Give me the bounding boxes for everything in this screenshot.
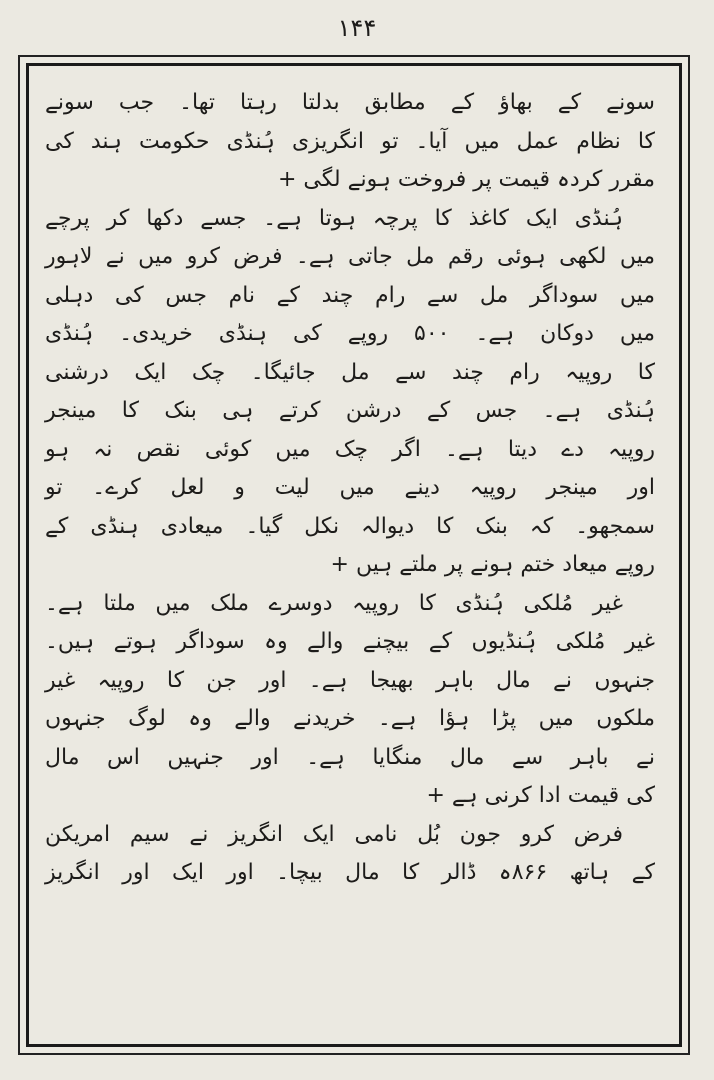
text-line: غیر مُلکی ہُنڈیوں کے بیچنے والے وہ سوداگر ہوتے ہیں۔: [45, 629, 655, 654]
text-line: کی قیمت ادا کرنی ہے +: [426, 783, 655, 808]
page-number: ۱۴۴: [337, 14, 377, 42]
text-line: سونے کے بھاؤ کے مطابق بدلتا رہتا تھا۔ جب سونے: [45, 90, 655, 115]
text-line: سمجھو۔ کہ بنک کا دیوالہ نکل گیا۔ میعادی ہنڈی کے: [45, 513, 655, 539]
text-line: فرض کرو جون بُل نامی ایک انگریز نے سیم امریکن: [45, 821, 623, 847]
text-line: کا نظام عمل میں آیا۔ تو انگریزی ہُنڈی حکومت ہند کی: [45, 128, 655, 154]
text-line: میں لکھی ہوئی رقم مل جاتی ہے۔ فرض کرو میں نے لاہور: [45, 244, 655, 269]
text-line: روپیہ دے دیتا ہے۔ اگر چک میں کوئی نقص نہ ہو: [45, 436, 655, 462]
text-line: ہُنڈی ہے۔ جس کے درشن کرتے ہی بنک کا مینجر: [45, 398, 655, 423]
text-line: کا روپیہ رام چند سے مل جائیگا۔ چک ایک درشنی: [45, 359, 655, 385]
text-line: نے باہر سے مال منگایا ہے۔ اور جنہیں اس مال: [45, 744, 655, 770]
text-line: اور مینجر روپیہ دینے میں لیت و لعل کرے۔ تو: [45, 475, 655, 500]
text-line: ملکوں میں پڑا ہؤا ہے۔ خریدنے والے وہ لوگ جنہوں: [45, 706, 655, 731]
text-line: غیر مُلکی ہُنڈی کا روپیہ دوسرے ملک میں ملتا ہے۔: [45, 590, 623, 616]
text-line: روپے میعاد ختم ہونے پر ملتے ہیں +: [330, 552, 655, 577]
text-line: کے ہاتھ ۸۶۶ہ ڈالر کا مال بیچا۔ اور ایک اور انگریز: [45, 860, 655, 885]
page-text: [45, 84, 655, 893]
text-line: میں دوکان ہے۔ ۵۰۰ روپے کی ہنڈی خریدی۔ ہُنڈی: [45, 321, 656, 346]
text-line: میں سوداگر مل سے رام چند کے نام جس کی دہلی: [45, 282, 655, 308]
text-line: ہُنڈی ایک کاغذ کا پرچہ ہوتا ہے۔ جسے دکھا کر پرچے: [45, 205, 623, 231]
text-line: جنہوں نے مال باہر بھیجا ہے۔ اور جن کا روپیہ غیر: [45, 667, 655, 693]
text-line: مقرر کردہ قیمت پر فروخت ہونے لگی +: [277, 167, 655, 192]
